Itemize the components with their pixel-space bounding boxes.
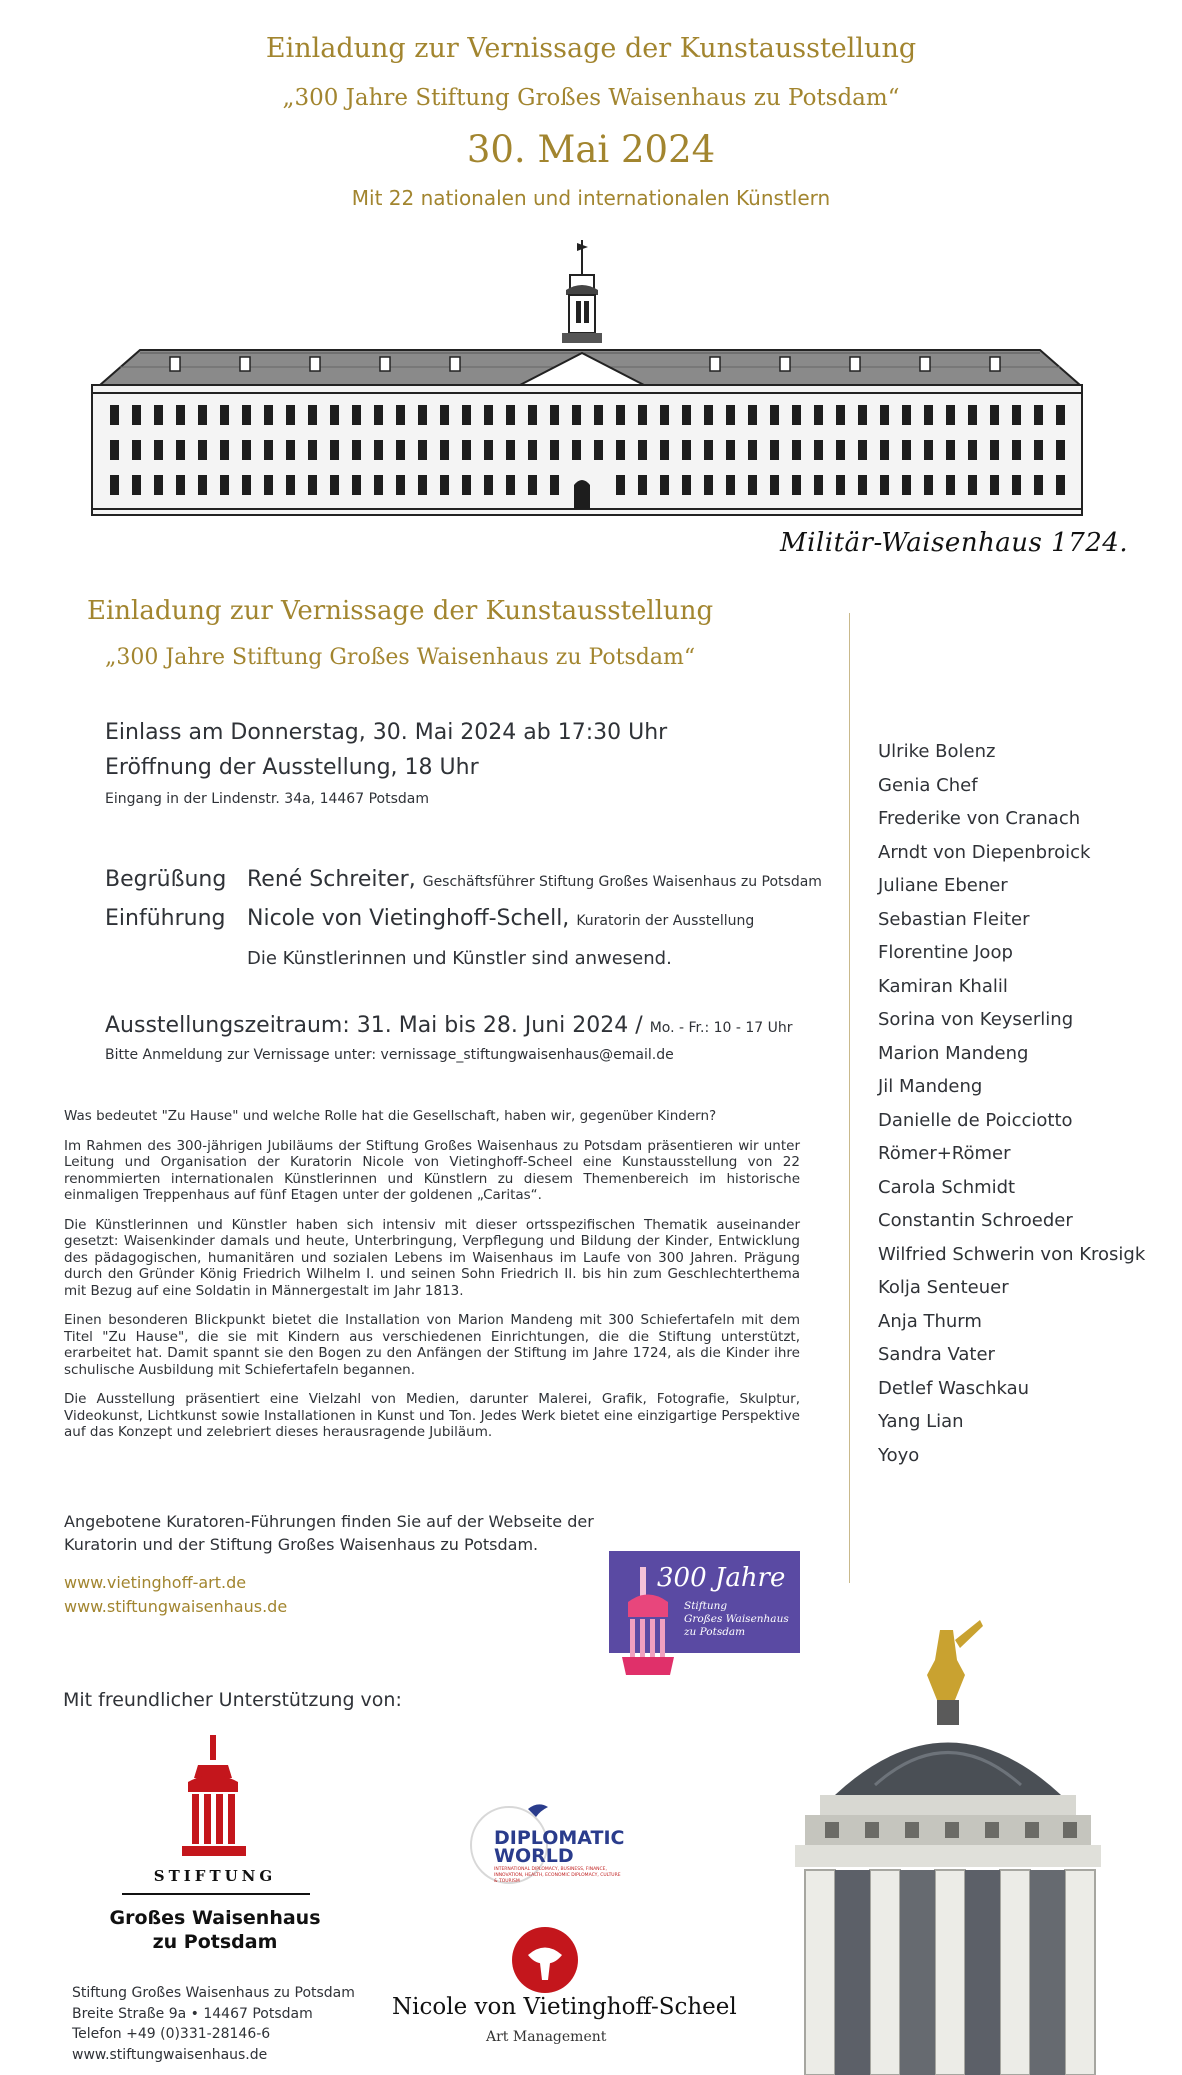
artist-name: Kamiran Khalil xyxy=(878,975,1008,997)
dw-line: DIPLOMATIC xyxy=(494,1827,625,1849)
opening-hours: Mo. - Fr.: 10 - 17 Uhr xyxy=(649,1020,793,1036)
illustration-caption: Militär-Waisenhaus 1724. xyxy=(780,528,1129,558)
admission-time: Einlass am Donnerstag, 30. Mai 2024 ab 17:30 Uhr xyxy=(105,720,668,745)
artist-name: Römer+Römer xyxy=(878,1143,1011,1164)
artist-name: Florentine Joop xyxy=(878,942,1013,963)
badge-line: zu Potsdam xyxy=(684,1626,746,1638)
foundation-website-link[interactable]: www.stiftungwaisenhaus.de xyxy=(64,1597,288,1616)
paragraph: Was bedeutet "Zu Hause" und welche Rolle hat die Gesellschaft, haben wir, gegenüber Kindern? xyxy=(64,1108,717,1124)
intro-name: Nicole von Vietinghoff-Schell, xyxy=(247,906,570,931)
dome-photo xyxy=(765,1620,1130,2075)
intro-speaker xyxy=(247,906,754,931)
column-divider xyxy=(849,613,850,1583)
artist-list xyxy=(878,735,1145,1472)
stiftung-name-line: Großes Waisenhaus xyxy=(109,1907,321,1929)
paragraph: Die Künstlerinnen und Künstler haben sich intensiv mit dieser ortsspezifischen Thematik auseinander gesetzt: Waisenkinder damals und heute, Unterbringung, Verpflegung und Bildung der Kinder, Entwicklung des pädagogischen, humanitären und sozialen Lebens im Waisenhaus im Laufe von 300 Jahren. Prägung durch den Gründer König Friedrich Wilhelm I. und seinen Sohn Friedrich II. bis hin zum Geschlechterthema mit Bezug auf eine Soldatin in Männergestalt im Jahr 1813. xyxy=(64,1216,800,1299)
intro-label: Einführung xyxy=(105,906,226,931)
phone-number: Telefon +49 (0)331-28146-6 xyxy=(72,2026,271,2042)
artist-name: Frederike von Cranach xyxy=(878,808,1081,829)
artist-name: Detlef Waschkau xyxy=(878,1377,1030,1399)
description-text xyxy=(64,1108,800,1454)
main-subtitle: „300 Jahre Stiftung Großes Waisenhaus zu Potsdam“ xyxy=(282,85,900,111)
tours-note: Angebotene Kuratoren-Führungen finden Sie auf der Webseite der Kuratorin und der Stiftung Großes Waisenhaus zu Potsdam. xyxy=(64,1512,594,1554)
curator-website-link[interactable]: www.vietinghoff-art.de xyxy=(64,1573,247,1592)
logo-rule xyxy=(122,1893,310,1895)
artist-name: Juliane Ebener xyxy=(878,875,1008,896)
artist-name: Arndt von Diepenbroick xyxy=(878,841,1091,863)
welcome-speaker xyxy=(247,867,822,892)
artist-name: Ulrike Bolenz xyxy=(878,741,996,762)
artist-name: Marion Mandeng xyxy=(878,1042,1029,1064)
artist-name: Danielle de Poicciotto xyxy=(878,1109,1073,1131)
paragraph: Einen besonderen Blickpunkt bietet die Installation von Marion Mandeng mit 300 Schiefertafeln mit dem Titel "Zu Hause", die sie mit Kindern aus verschiedenen Einrichtungen, die die Stiftung unterstützt, erarbeitet hat. Damit spannt sie den Bogen zu den Anfängen der Stiftung im Jahre 1724, als die Kinder ihre schulische Ausbildung mit Schiefertafeln begannen. xyxy=(64,1312,800,1378)
artist-name: Yang Lian xyxy=(878,1411,964,1432)
welcome-label: Begrüßung xyxy=(105,867,227,892)
artist-name: Carola Schmidt xyxy=(878,1176,1016,1198)
diplomatic-world-tagline: INTERNATIONAL DIPLOMACY, BUSINESS, FINANCE, INNOVATION, HEALTH, ECONOMIC DIPLOMACY, CULTURE & TOURISM xyxy=(494,1867,621,1884)
dw-line: WORLD xyxy=(494,1845,574,1867)
artist-name: Sorina von Keyserling xyxy=(878,1009,1074,1030)
curator-logo-subtitle: Art Management xyxy=(486,2029,607,2045)
support-heading: Mit freundlicher Unterstützung von: xyxy=(63,1689,402,1711)
foundation-url[interactable]: www.stiftungwaisenhaus.de xyxy=(72,2046,268,2063)
signup-note: Bitte Anmeldung zur Vernissage unter: vernissage_stiftungwaisenhaus@email.de xyxy=(105,1047,674,1063)
curator-logo-icon xyxy=(510,1925,580,1995)
address-line: Stiftung Großes Waisenhaus zu Potsdam xyxy=(72,1985,355,2001)
opening-time: Eröffnung der Ausstellung, 18 Uhr xyxy=(105,755,479,780)
invitation-subtitle: „300 Jahre Stiftung Großes Waisenhaus zu Potsdam“ xyxy=(105,645,696,670)
stiftung-logo-word: STIFTUNG xyxy=(153,1867,277,1885)
stiftung-name-line: zu Potsdam xyxy=(152,1931,278,1953)
welcome-name: René Schreiter, xyxy=(247,867,416,892)
artist-name: Yoyo xyxy=(878,1444,920,1466)
curator-logo-name: Nicole von Vietinghoff-Scheel xyxy=(392,1994,737,2020)
artist-name: Sandra Vater xyxy=(878,1344,995,1365)
orphanage-building-illustration xyxy=(80,235,1095,525)
artists-count: Mit 22 nationalen und internationalen Künstlern xyxy=(351,186,831,210)
paragraph: Im Rahmen des 300-jährigen Jubiläums der Stiftung Großes Waisenhaus zu Potsdam präsentieren wir unter Leitung und Organisation der Kuratorin Nicole von Vietinghoff-Scheel eine Kunstausstellung von 22 renommierten internationalen Künstlerinnen und Künstlern zu diesem Themenbereich im historische einmaligen Treppenhaus auf fünf Etagen unter der goldenen „Caritas“. xyxy=(64,1137,800,1203)
artist-name: Kolja Senteuer xyxy=(878,1277,1009,1298)
stiftung-logo-name xyxy=(90,1906,340,1954)
foundation-address xyxy=(72,1983,355,2065)
invitation-title: Einladung zur Vernissage der Kunstausstellung xyxy=(87,596,714,626)
entrance-address: Eingang in der Lindenstr. 34a, 14467 Potsdam xyxy=(105,791,429,807)
event-date: 30. Mai 2024 xyxy=(466,128,716,171)
diplomatic-world-name xyxy=(494,1829,624,1865)
artist-name: Sebastian Fleiter xyxy=(878,908,1030,930)
artists-present-note: Die Künstlerinnen und Künstler sind anwesend. xyxy=(247,948,672,969)
main-title: Einladung zur Vernissage der Kunstausstellung xyxy=(265,33,917,64)
artist-name: Jil Mandeng xyxy=(878,1076,983,1097)
intro-role: Kuratorin der Ausstellung xyxy=(576,913,755,929)
anniversary-badge-title: 300 Jahre xyxy=(657,1563,786,1593)
artist-name: Genia Chef xyxy=(878,774,978,796)
artist-name: Constantin Schroeder xyxy=(878,1210,1073,1231)
badge-line: Großes Waisenhaus xyxy=(684,1613,789,1625)
period-text: Ausstellungszeitraum: 31. Mai bis 28. Juni 2024 / xyxy=(105,1013,643,1038)
welcome-role: Geschäftsführer Stiftung Großes Waisenhaus zu Potsdam xyxy=(422,874,822,890)
stiftung-logo-icon xyxy=(170,1730,260,1870)
badge-line: Stiftung xyxy=(684,1600,728,1612)
paragraph: Die Ausstellung präsentiert eine Vielzahl von Medien, darunter Malerei, Grafik, Fotografie, Skulptur, Videokunst, Lichtkunst sowie Installationen in Kunst und Ton. Jedes Werk bietet eine einzigartige Perspektive auf das Konzept und zelebriert dieses herausragende Jubiläum. xyxy=(64,1391,800,1440)
artist-name: Wilfried Schwerin von Krosigk xyxy=(878,1243,1146,1265)
artist-name: Anja Thurm xyxy=(878,1310,982,1332)
exhibition-period xyxy=(105,1013,793,1038)
address-line: Breite Straße 9a • 14467 Potsdam xyxy=(72,2005,313,2022)
